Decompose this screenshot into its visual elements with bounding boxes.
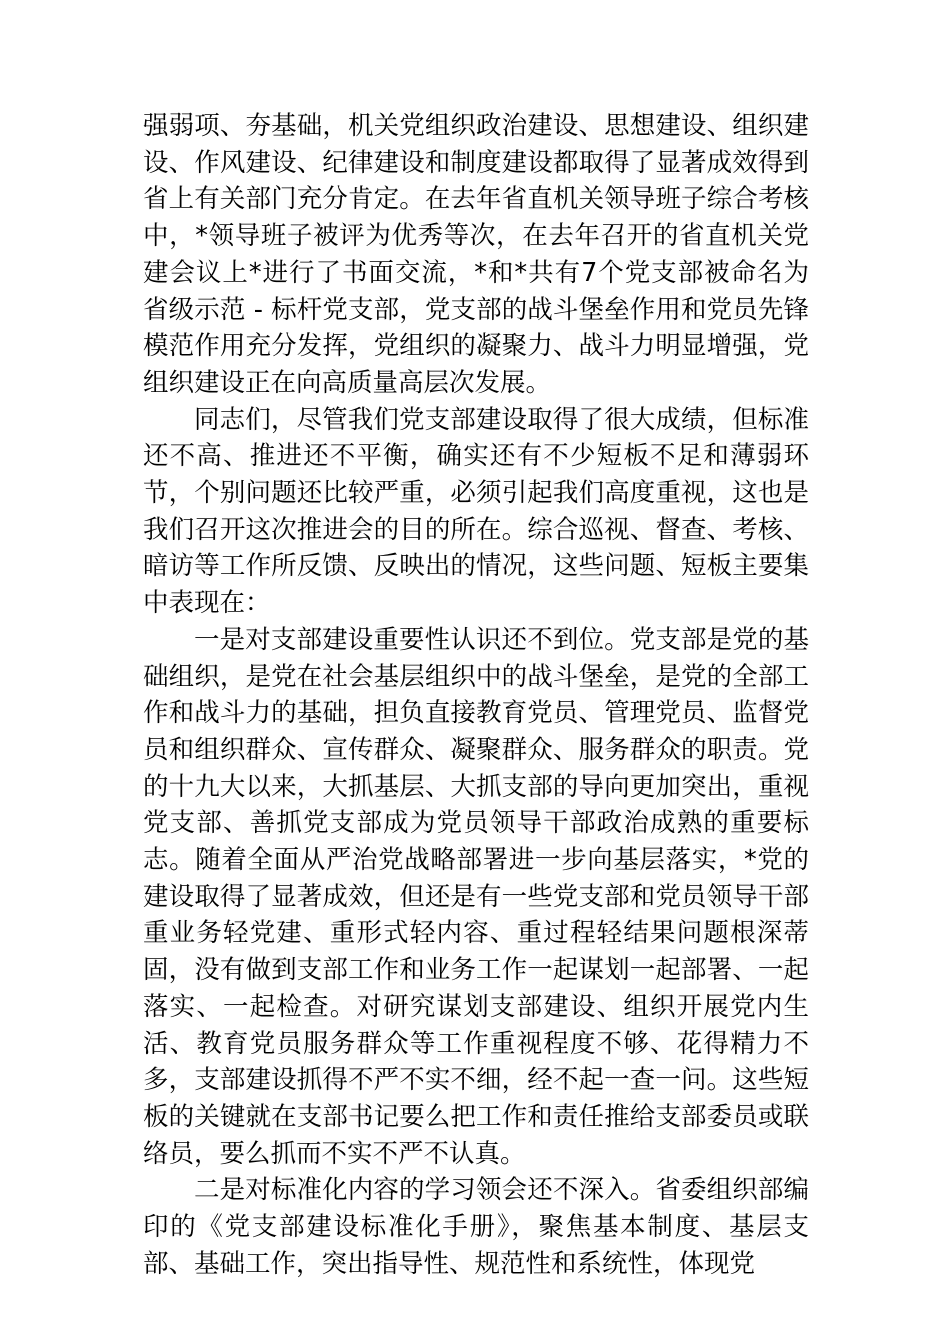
paragraph-continued: 强弱项、夯基础，机关党组织政治建设、思想建设、组织建设、作风建设、纪律建设和制度建设都取得了显著成效得到省上有关部门充分肯定。在去年省直机关领导班子综合考核中，*领导班子被评为优秀等次，在去年召开的省直机关党建会议上*进行了书面交流，*和*共有7个党支部被命名为省级示范 - 标杆党支部，党支部的战斗堡垒作用和党员先锋模范作用充分发挥，党组织的凝聚力、战斗力明显增强，党组织建设正在向高质量高层次发展。 [143, 111, 809, 398]
paragraph-point-one: 一是对支部建设重要性认识还不到位。党支部是党的基础组织，是党在社会基层组织中的战斗堡垒，是党的全部工作和战斗力的基础，担负直接教育党员、管理党员、监督党员和组织群众、宣传群众、凝聚群众、服务群众的职责。党的十九大以来，大抓基层、大抓支部的导向更加突出，重视党支部、善抓党支部成为党员领导干部政治成熟的重要标志。随着全面从严治党战略部署进一步向基层落实，*党的建设取得了显著成效，但还是有一些党支部和党员领导干部重业务轻党建、重形式轻内容、重过程轻结果问题根深蒂固，没有做到支部工作和业务工作一起谋划一起部署、一起落实、一起检查。对研究谋划支部建设、组织开展党内生活、教育党员服务群众等工作重视程度不够、花得精力不多，支部建设抓得不严不实不细，经不起一查一问。这些短板的关键就在支部书记要么把工作和责任推给支部委员或联络员，要么抓而不实不严不认真。 [143, 624, 809, 1169]
paragraph-problems-intro: 同志们，尽管我们党支部建设取得了很大成绩，但标准还不高、推进还不平衡，确实还有不少短板不足和薄弱环节，个别问题还比较严重，必须引起我们高度重视，这也是我们召开这次推进会的目的所在。综合巡视、督查、考核、暗访等工作所反馈、反映出的情况，这些问题、短板主要集中表现在： [143, 404, 809, 619]
paragraph-point-two: 二是对标准化内容的学习领会还不深入。省委组织部编印的《党支部建设标准化手册》，聚焦基本制度、基层支部、基础工作，突出指导性、规范性和系统性，体现党 [143, 1175, 809, 1279]
document-page [143, 108, 809, 1283]
